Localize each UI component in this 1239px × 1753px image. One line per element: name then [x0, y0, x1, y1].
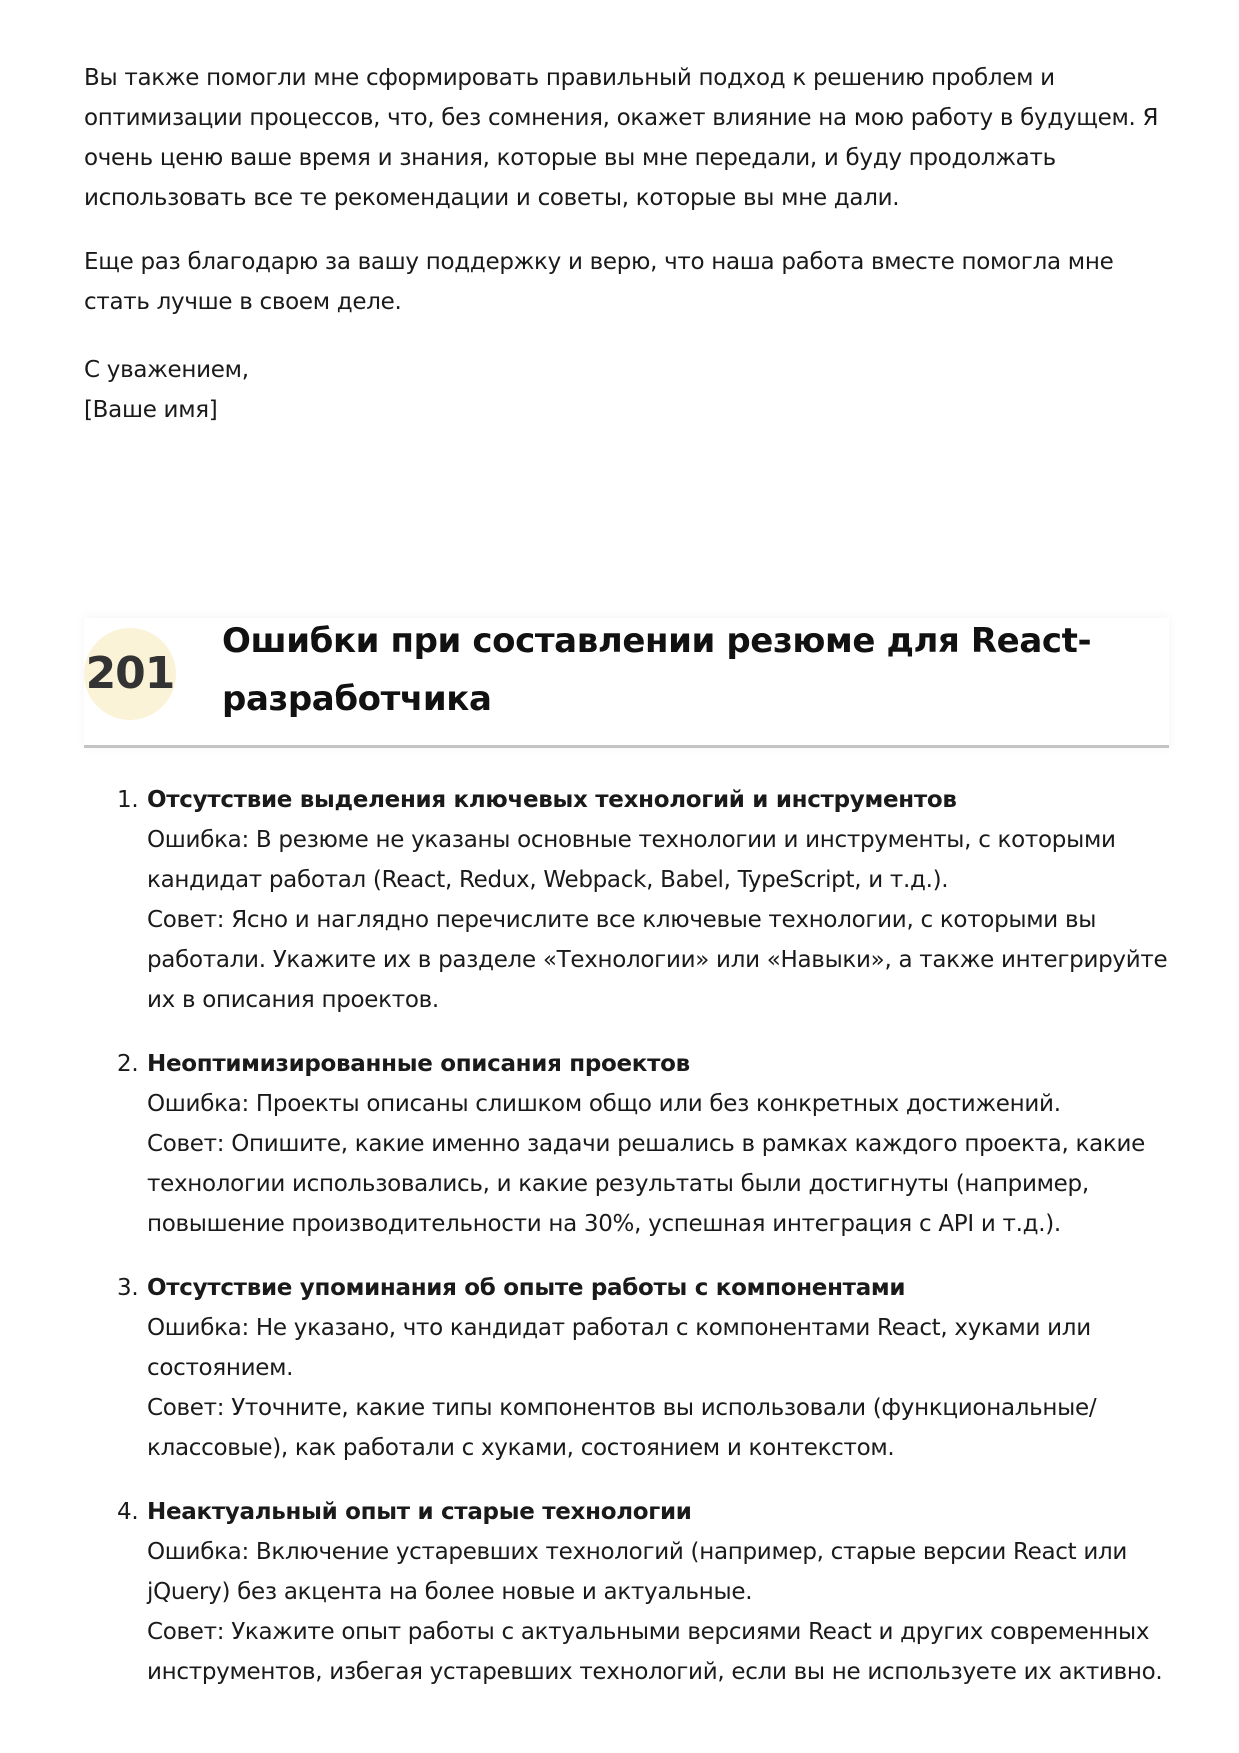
section-number-badge: 201 — [84, 628, 176, 720]
list-item-number: 1. — [117, 787, 139, 813]
letter-closing: С уважением, — [84, 357, 249, 383]
list-item — [84, 780, 1169, 1020]
list-item — [84, 1044, 1169, 1244]
letter-paragraph: Еще раз благодарю за вашу поддержку и верю, что наша работа вместе помогла мне стать лучше в своем деле. — [84, 249, 1114, 315]
letter-signature-block — [84, 350, 1169, 430]
list-item-error: Ошибка: Включение устаревших технологий (например, старые версии React или jQuery) без акцента на более новые и актуальные. — [147, 1539, 1128, 1605]
mistakes-list — [84, 780, 1169, 1692]
list-item-error: Ошибка: Не указано, что кандидат работал с компонентами React, хуками или состоянием. — [147, 1315, 1091, 1381]
section-title: Ошибки при составлении резюме для React-разработчика — [222, 621, 1092, 719]
list-item-error: Ошибка: В резюме не указаны основные технологии и инструменты, с которыми кандидат работал (React, Redux, Webpack, Babel, TypeScript, и т.д.). — [147, 827, 1116, 893]
list-item-number: 3. — [117, 1275, 139, 1301]
list-item — [84, 1268, 1169, 1468]
list-item-advice: Совет: Опишите, какие именно задачи решались в рамках каждого проекта, какие технологии использовались, и какие результаты были достигнуты (например, повышение производительности на 30%, успешная интеграция с API и т.д.). — [147, 1131, 1145, 1237]
list-item-heading: Отсутствие выделения ключевых технологий и инструментов — [147, 787, 957, 813]
list-item-heading: Неоптимизированные описания проектов — [147, 1051, 690, 1077]
letter-paragraph: Вы также помогли мне сформировать правильный подход к решению проблем и оптимизации процессов, что, без сомнения, окажет влияние на мою работу в будущем. Я очень ценю ваше время и знания, которые вы мне передали, и буду продолжать использовать все те рекомендации и советы, которые вы мне дали. — [84, 65, 1159, 211]
section-header — [84, 618, 1169, 748]
letter-signature: [Ваше имя] — [84, 397, 218, 423]
list-item-error: Ошибка: Проекты описаны слишком общо или без конкретных достижений. — [147, 1091, 1061, 1117]
list-item-number: 2. — [117, 1051, 139, 1077]
list-item — [84, 1492, 1169, 1692]
list-item-advice: Совет: Ясно и наглядно перечислите все ключевые технологии, с которыми вы работали. Укажите их в разделе «Технологии» или «Навыки», а также интегрируйте их в описания проектов. — [147, 907, 1168, 1013]
list-item-number: 4. — [117, 1499, 139, 1525]
list-item-heading: Отсутствие упоминания об опыте работы с компонентами — [147, 1275, 906, 1301]
list-item-advice: Совет: Уточните, какие типы компонентов вы использовали (функциональные/классовые), как работали с хуками, состоянием и контекстом. — [147, 1395, 1097, 1461]
list-item-heading: Неактуальный опыт и старые технологии — [147, 1499, 692, 1525]
list-item-advice: Совет: Укажите опыт работы с актуальными версиями React и других современных инструментов, избегая устаревших технологий, если вы не используете их активно. — [147, 1619, 1163, 1685]
